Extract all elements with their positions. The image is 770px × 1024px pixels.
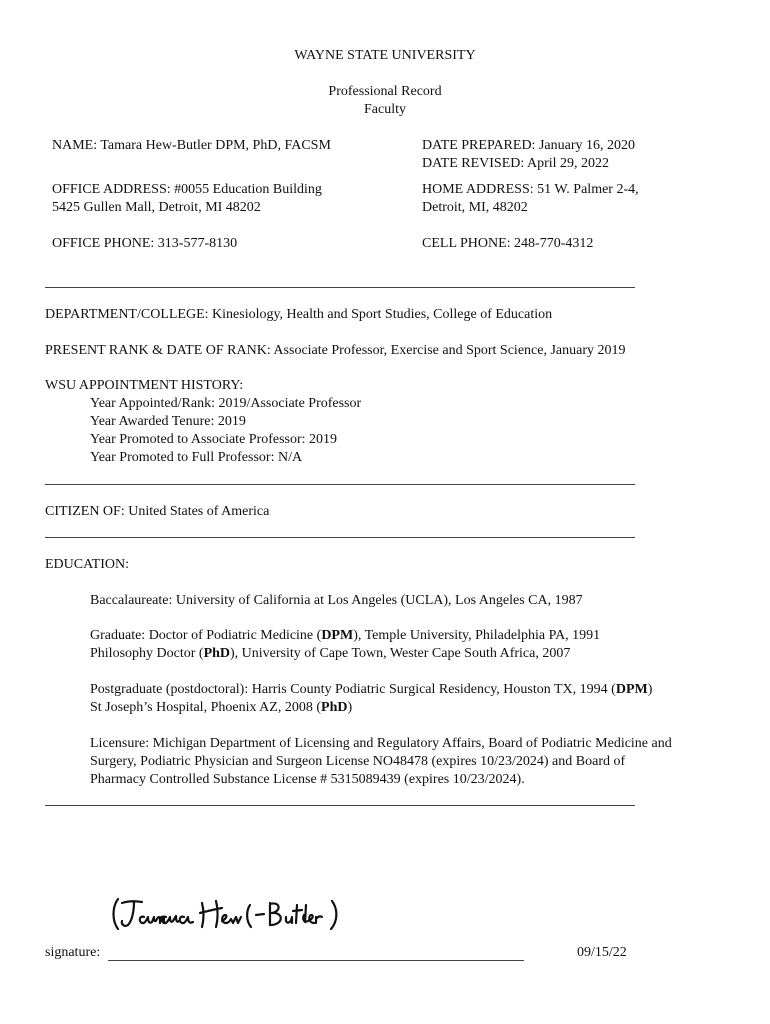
education-licensure-3: Pharmacy Controlled Substance License # 5315089439 (expires 10/23/2024). [90,772,525,787]
education-licensure-1: Licensure: Michigan Department of Licensing and Regulatory Affairs, Board of Podiatric Medicine and [90,736,672,751]
section-divider [45,805,635,806]
section-divider [45,537,635,538]
home-address-line-1: HOME ADDRESS: 51 W. Palmer 2-4, [422,182,639,197]
signature-label: signature: [45,945,101,960]
education-graduate-1: Graduate: Doctor of Podiatric Medicine (DPM), Temple University, Philadelphia PA, 1991 [90,628,601,643]
university-title: WAYNE STATE UNIVERSITY [294,48,476,63]
office-address-line-1: OFFICE ADDRESS: #0055 Education Building [52,182,322,197]
appointment-item: Year Promoted to Full Professor: N/A [90,450,303,465]
education-graduate-2: Philosophy Doctor (PhD), University of Cape Town, Wester Cape South Africa, 2007 [90,646,571,661]
name-line: NAME: Tamara Hew-Butler DPM, PhD, FACSM [52,138,331,153]
education-heading: EDUCATION: [45,557,129,572]
education-postgrad-1: Postgraduate (postdoctoral): Harris County Podiatric Surgical Residency, Houston TX, 1994 (DPM) [90,682,653,697]
date-prepared: DATE PREPARED: January 16, 2020 [422,138,635,153]
appointment-heading: WSU APPOINTMENT HISTORY: [45,378,244,393]
date-revised: DATE REVISED: April 29, 2022 [422,156,610,171]
rank-line: PRESENT RANK & DATE OF RANK: Associate Professor, Exercise and Sport Science, January 2019 [45,343,626,358]
appointment-item: Year Awarded Tenure: 2019 [90,414,246,429]
appointment-item: Year Promoted to Associate Professor: 2019 [90,432,338,447]
office-phone: OFFICE PHONE: 313-577-8130 [52,236,238,251]
signature-date: 09/15/22 [577,945,627,960]
handwritten-signature [110,895,350,935]
office-address-line-2: 5425 Gullen Mall, Detroit, MI 48202 [52,200,261,215]
record-subtitle: Faculty [364,102,406,117]
appointment-item: Year Appointed/Rank: 2019/Associate Professor [90,396,362,411]
section-divider [45,484,635,485]
education-baccalaureate: Baccalaureate: University of California at Los Angeles (UCLA), Los Angeles CA, 1987 [90,593,583,608]
cell-phone: CELL PHONE: 248-770-4312 [422,236,594,251]
signature-line[interactable] [108,960,524,961]
education-licensure-2: Surgery, Podiatric Physician and Surgeon License NO48478 (expires 10/23/2024) and Board of [90,754,626,769]
section-divider [45,287,635,288]
home-address-line-2: Detroit, MI, 48202 [422,200,528,215]
record-title: Professional Record [328,84,442,99]
education-postgrad-2: St Joseph’s Hospital, Phoenix AZ, 2008 (PhD) [90,700,353,715]
department-line: DEPARTMENT/COLLEGE: Kinesiology, Health and Sport Studies, College of Education [45,307,553,322]
citizen-line: CITIZEN OF: United States of America [45,504,270,519]
